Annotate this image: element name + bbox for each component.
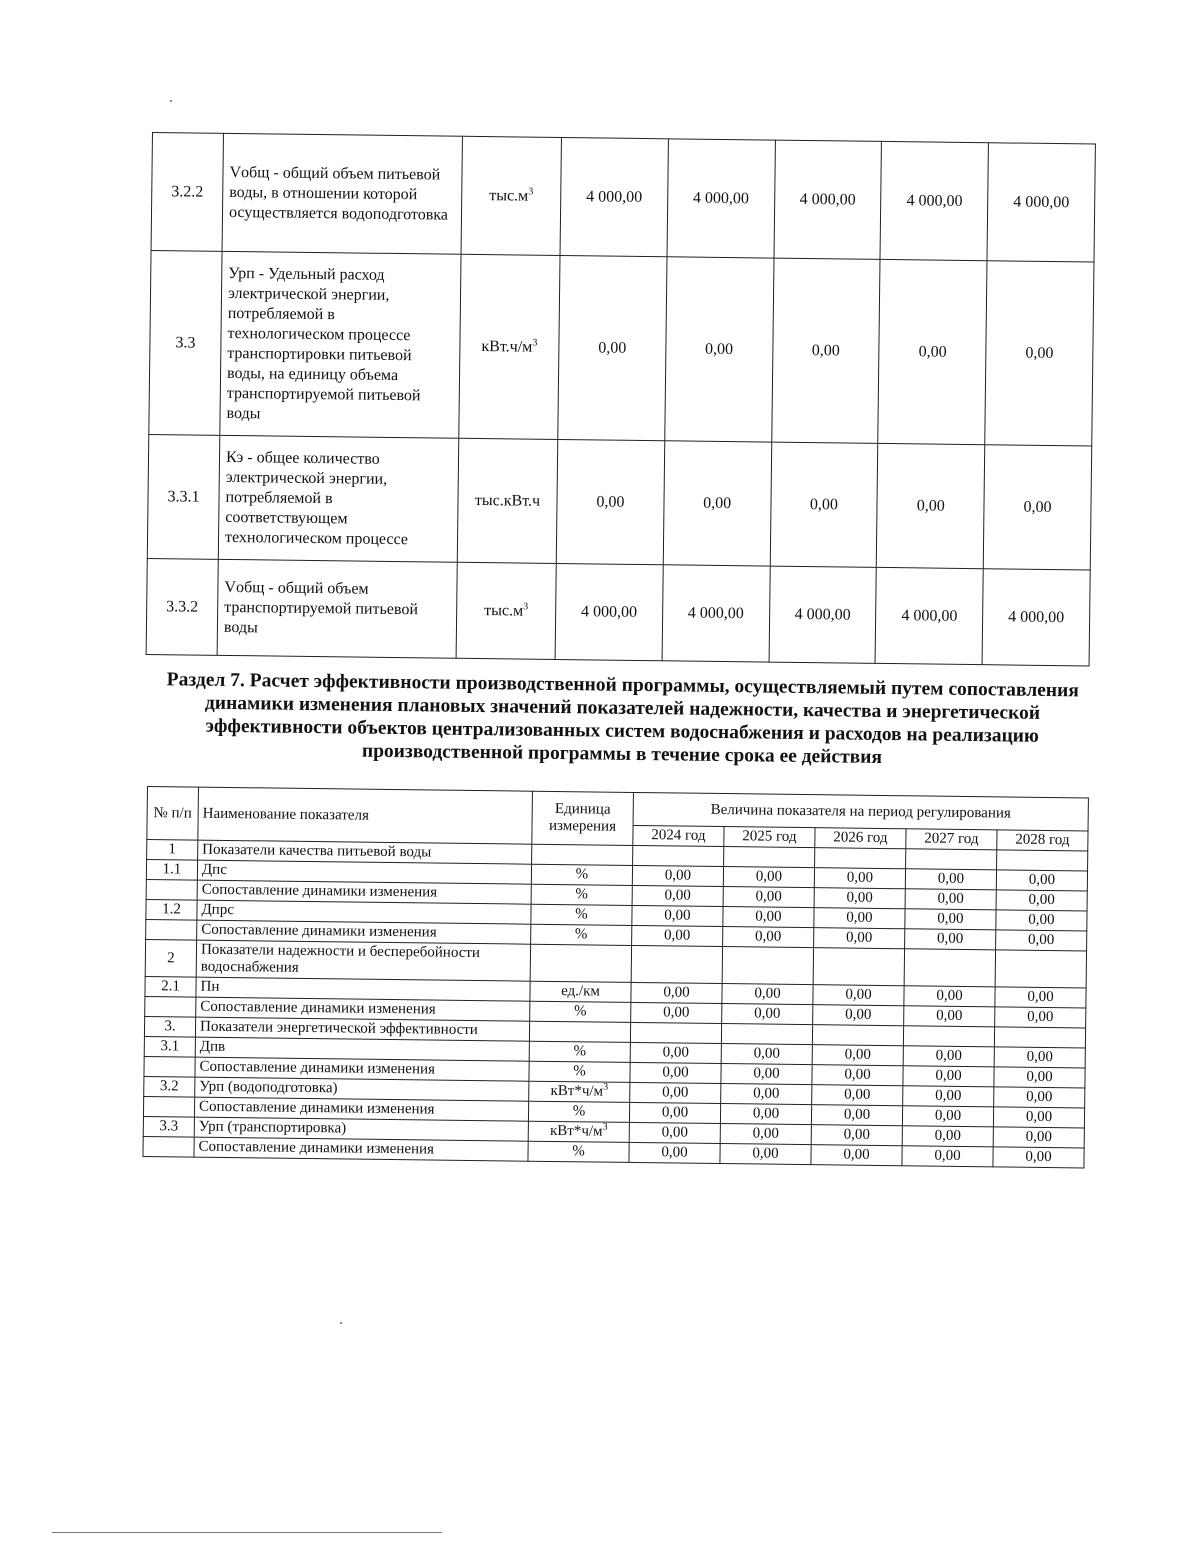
unit-cell bbox=[530, 1001, 631, 1022]
value-cell: 0,00 bbox=[903, 1046, 994, 1067]
value-cell: 0,00 bbox=[558, 255, 667, 440]
row-number: 3. bbox=[144, 1016, 195, 1037]
section-heading: Раздел 7. Расчет эффективности производственной программы, осуществляемый путем сопоставления динамики изменения плановых значений показателей надежности, качества и энергетической эффективности объектов централизованных систем водоснабжения и расходов на реализацию производственной программы в течение срока ее действия bbox=[166, 669, 1080, 768]
row-number bbox=[146, 879, 197, 900]
value-cell: 4 000,00 bbox=[560, 138, 668, 257]
unit-cell bbox=[529, 1061, 630, 1082]
scan-speck bbox=[170, 100, 172, 102]
unit-cell bbox=[531, 884, 632, 905]
top-table-row bbox=[147, 434, 1091, 570]
unit-text: % bbox=[575, 906, 588, 923]
unit-cell bbox=[457, 438, 558, 563]
top-table-row bbox=[151, 133, 1095, 263]
value-cell bbox=[813, 948, 904, 986]
value-cell: 0,00 bbox=[770, 442, 878, 567]
value-cell: 0,00 bbox=[631, 982, 722, 1003]
value-cell bbox=[903, 1026, 994, 1047]
value-cell: 0,00 bbox=[905, 929, 996, 950]
header-num: № п/п bbox=[147, 787, 199, 841]
row-number: 3.3 bbox=[143, 1116, 194, 1137]
value-cell: 0,00 bbox=[629, 1142, 720, 1163]
row-number: 1.1 bbox=[146, 860, 197, 881]
value-cell: 0,00 bbox=[721, 1084, 812, 1105]
unit-text: ед./км bbox=[561, 983, 601, 1000]
unit-text: кВт.ч/м bbox=[481, 337, 533, 356]
unit-text: % bbox=[573, 1063, 586, 1080]
indicator-name: Кэ - общее количество электрической энергии, потребляемой в соответствующем технологическом процессе bbox=[218, 435, 458, 562]
value-cell: 0,00 bbox=[812, 1045, 903, 1066]
value-cell: 0,00 bbox=[632, 925, 723, 946]
value-cell bbox=[812, 1025, 903, 1046]
value-cell: 0,00 bbox=[812, 1085, 903, 1106]
unit-cell bbox=[532, 844, 633, 865]
header-row bbox=[147, 787, 1088, 831]
row-number: 3.2.2 bbox=[151, 133, 223, 252]
unit-text: % bbox=[572, 1143, 585, 1160]
value-cell: 0,00 bbox=[905, 869, 996, 890]
value-cell bbox=[906, 849, 997, 870]
unit-superscript: 3 bbox=[603, 1081, 609, 1093]
value-cell bbox=[904, 949, 995, 987]
value-cell: 0,00 bbox=[905, 909, 996, 930]
value-cell: 0,00 bbox=[630, 1062, 721, 1083]
top-indicator-table bbox=[146, 132, 1096, 666]
value-cell: 0,00 bbox=[904, 986, 995, 1007]
row-number bbox=[144, 1056, 195, 1077]
value-cell: 0,00 bbox=[630, 1082, 721, 1103]
unit-cell bbox=[531, 864, 632, 885]
value-cell bbox=[630, 1022, 721, 1043]
footer-rule bbox=[52, 1532, 442, 1533]
value-cell bbox=[633, 845, 724, 866]
unit-text: кВт*ч/м bbox=[549, 1122, 603, 1140]
row-number: 1.2 bbox=[146, 899, 197, 920]
value-cell: 0,00 bbox=[720, 1144, 811, 1165]
value-cell: 0,00 bbox=[814, 928, 905, 949]
value-cell: 0,00 bbox=[771, 258, 880, 443]
value-cell: 0,00 bbox=[665, 257, 774, 442]
value-cell: 0,00 bbox=[996, 870, 1087, 891]
value-cell: 0,00 bbox=[813, 1005, 904, 1026]
value-cell: 0,00 bbox=[811, 1105, 902, 1126]
value-cell: 0,00 bbox=[877, 443, 985, 568]
unit-text: % bbox=[573, 1003, 587, 1020]
indicator-name: Пн bbox=[196, 977, 530, 1001]
value-cell: 0,00 bbox=[902, 1106, 993, 1127]
unit-cell bbox=[528, 1141, 629, 1162]
value-cell: 0,00 bbox=[721, 1064, 812, 1085]
value-cell: 0,00 bbox=[996, 930, 1087, 951]
value-cell: 0,00 bbox=[811, 1125, 902, 1146]
row-number bbox=[145, 996, 196, 1017]
unit-cell bbox=[529, 1081, 630, 1102]
value-cell bbox=[721, 1024, 812, 1045]
indicator-name: Урп (транспортировка) bbox=[194, 1117, 528, 1141]
indicator-name: Сопоставление динамики изменения bbox=[196, 997, 530, 1021]
unit-text: % bbox=[572, 1103, 586, 1120]
value-cell bbox=[815, 848, 906, 869]
indicator-name: Сопоставление динамики изменения bbox=[197, 920, 531, 944]
unit-cell bbox=[531, 924, 632, 945]
unit-text: % bbox=[575, 866, 589, 883]
top-table-container bbox=[146, 132, 1096, 666]
header-year: 2024 год bbox=[633, 825, 724, 846]
value-cell bbox=[722, 947, 813, 985]
indicator-name: Сопоставление динамики изменения bbox=[194, 1097, 528, 1121]
unit-cell bbox=[529, 1041, 630, 1062]
value-cell: 0,00 bbox=[632, 885, 723, 906]
value-cell: 0,00 bbox=[903, 1086, 994, 1107]
value-cell: 0,00 bbox=[812, 1065, 903, 1086]
value-cell: 4 000,00 bbox=[769, 566, 877, 663]
value-cell: 0,00 bbox=[629, 1122, 720, 1143]
top-table-row bbox=[146, 558, 1090, 666]
value-cell: 0,00 bbox=[723, 887, 814, 908]
efficiency-table bbox=[142, 786, 1088, 1168]
value-cell: 4 000,00 bbox=[774, 140, 882, 259]
indicator-name: Дпс bbox=[197, 860, 531, 884]
unit-text: тыс.кВт.ч bbox=[474, 491, 541, 510]
indicator-name: Показатели качества питьевой воды bbox=[198, 840, 532, 864]
value-cell: 0,00 bbox=[811, 1145, 902, 1166]
unit-cell bbox=[531, 904, 632, 925]
value-cell: 0,00 bbox=[995, 1007, 1086, 1028]
value-cell: 0,00 bbox=[878, 259, 987, 444]
value-cell: 0,00 bbox=[632, 865, 723, 886]
value-cell: 0,00 bbox=[903, 1066, 994, 1087]
unit-superscript: 3 bbox=[532, 336, 538, 348]
indicator-name: Показатели энергетической эффективности bbox=[195, 1017, 529, 1041]
value-cell: 0,00 bbox=[722, 984, 813, 1005]
value-cell: 0,00 bbox=[993, 1107, 1084, 1128]
row-number bbox=[146, 919, 197, 940]
unit-cell bbox=[528, 1101, 629, 1122]
value-cell: 0,00 bbox=[994, 1047, 1085, 1068]
row-number: 2.1 bbox=[145, 976, 196, 997]
value-cell: 4 000,00 bbox=[555, 563, 663, 660]
row-number: 3.3.2 bbox=[146, 558, 218, 655]
header-year: 2028 год bbox=[997, 830, 1088, 851]
value-cell: 0,00 bbox=[994, 1087, 1085, 1108]
value-cell: 0,00 bbox=[814, 888, 905, 909]
indicator-name: Сопоставление динамики изменения bbox=[195, 1057, 529, 1081]
value-cell: 0,00 bbox=[985, 261, 1094, 446]
row-number: 3.1 bbox=[144, 1036, 195, 1057]
indicator-name: Сопоставление динамики изменения bbox=[197, 880, 531, 904]
value-cell: 4 000,00 bbox=[662, 565, 770, 662]
value-cell: 4 000,00 bbox=[667, 139, 775, 258]
value-cell: 0,00 bbox=[813, 985, 904, 1006]
value-cell: 0,00 bbox=[722, 1004, 813, 1025]
indicator-name: Дпрс bbox=[197, 900, 531, 924]
unit-text: % bbox=[574, 926, 588, 943]
value-cell: 0,00 bbox=[720, 1124, 811, 1145]
row-number bbox=[143, 1096, 194, 1117]
unit-cell bbox=[530, 981, 631, 1002]
value-cell: 0,00 bbox=[629, 1102, 720, 1123]
header-unit: Единица измерения bbox=[532, 791, 634, 845]
row-number bbox=[143, 1136, 194, 1157]
value-cell: 4 000,00 bbox=[880, 141, 988, 260]
value-cell: 0,00 bbox=[993, 1147, 1084, 1168]
unit-superscript: 3 bbox=[602, 1121, 608, 1133]
header-name: Наименование показателя bbox=[198, 787, 533, 844]
unit-text: % bbox=[573, 1043, 587, 1060]
unit-text: кВт*ч/м bbox=[550, 1082, 604, 1100]
value-cell: 4 000,00 bbox=[875, 567, 983, 664]
value-cell bbox=[997, 850, 1088, 871]
value-cell: 0,00 bbox=[723, 867, 814, 888]
header-year: 2025 год bbox=[724, 827, 815, 848]
top-table-row bbox=[149, 250, 1094, 446]
value-cell: 0,00 bbox=[632, 905, 723, 926]
value-cell: 0,00 bbox=[905, 889, 996, 910]
row-number: 1 bbox=[147, 840, 198, 861]
unit-cell bbox=[461, 136, 561, 255]
unit-cell bbox=[459, 254, 560, 439]
value-cell: 0,00 bbox=[902, 1146, 993, 1167]
unit-cell bbox=[530, 944, 631, 982]
indicator-name: Vобщ - общий объем транспортируемой питьевой воды bbox=[217, 559, 457, 658]
value-cell: 4 000,00 bbox=[982, 569, 1090, 666]
unit-cell bbox=[528, 1121, 629, 1142]
unit-text: тыс.м bbox=[489, 186, 529, 205]
value-cell: 0,00 bbox=[721, 1044, 812, 1065]
indicator-name: Дпв bbox=[195, 1037, 529, 1061]
value-cell: 0,00 bbox=[996, 910, 1087, 931]
value-cell: 0,00 bbox=[904, 1006, 995, 1027]
value-cell: 0,00 bbox=[720, 1104, 811, 1125]
value-cell: 0,00 bbox=[902, 1126, 993, 1147]
unit-text: % bbox=[575, 886, 589, 903]
row-number: 2 bbox=[145, 939, 196, 977]
value-cell: 0,00 bbox=[630, 1042, 721, 1063]
scan-speck bbox=[340, 1322, 342, 1324]
value-cell bbox=[995, 950, 1086, 988]
value-cell: 0,00 bbox=[814, 868, 905, 889]
bottom-table-container bbox=[142, 786, 1088, 1168]
unit-superscript: 3 bbox=[528, 185, 534, 197]
value-cell: 0,00 bbox=[993, 1127, 1084, 1148]
value-cell: 0,00 bbox=[814, 908, 905, 929]
indicator-name: Сопоставление динамики изменения bbox=[194, 1137, 528, 1161]
row-number: 3.2 bbox=[144, 1076, 195, 1097]
row-number: 3.3 bbox=[149, 250, 222, 435]
value-cell bbox=[724, 847, 815, 868]
value-cell bbox=[631, 945, 722, 983]
header-year: 2026 год bbox=[815, 828, 906, 849]
unit-cell bbox=[529, 1021, 630, 1042]
unit-text: тыс.м bbox=[484, 601, 524, 620]
unit-superscript: 3 bbox=[523, 600, 529, 612]
unit-cell bbox=[456, 562, 556, 659]
value-cell: 0,00 bbox=[723, 907, 814, 928]
value-cell: 0,00 bbox=[663, 441, 771, 566]
value-cell: 0,00 bbox=[983, 445, 1091, 570]
value-cell bbox=[994, 1027, 1085, 1048]
indicator-name: Урп (водоподготовка) bbox=[195, 1077, 529, 1101]
value-cell: 0,00 bbox=[996, 890, 1087, 911]
value-cell: 0,00 bbox=[994, 1067, 1085, 1088]
value-cell: 0,00 bbox=[631, 1002, 722, 1023]
indicator-name: Vобщ - общий объем питьевой воды, в отношении которой осуществляется водоподготовка bbox=[222, 133, 462, 254]
indicator-name: Показатели надежности и бесперебойности водоснабжения bbox=[196, 940, 530, 981]
header-period: Величина показателя на период регулирования bbox=[633, 792, 1088, 831]
row-number: 3.3.1 bbox=[147, 434, 220, 559]
value-cell: 0,00 bbox=[723, 927, 814, 948]
value-cell: 0,00 bbox=[995, 987, 1086, 1008]
value-cell: 4 000,00 bbox=[987, 143, 1095, 262]
header-year: 2027 год bbox=[906, 829, 997, 850]
indicator-name: Урп - Удельный расход электрической энергии, потребляемой в технологическом процессе транспортировки питьевой воды, на единицу объема транспортируемой питьевой воды bbox=[220, 251, 461, 438]
value-cell: 0,00 bbox=[556, 439, 664, 564]
